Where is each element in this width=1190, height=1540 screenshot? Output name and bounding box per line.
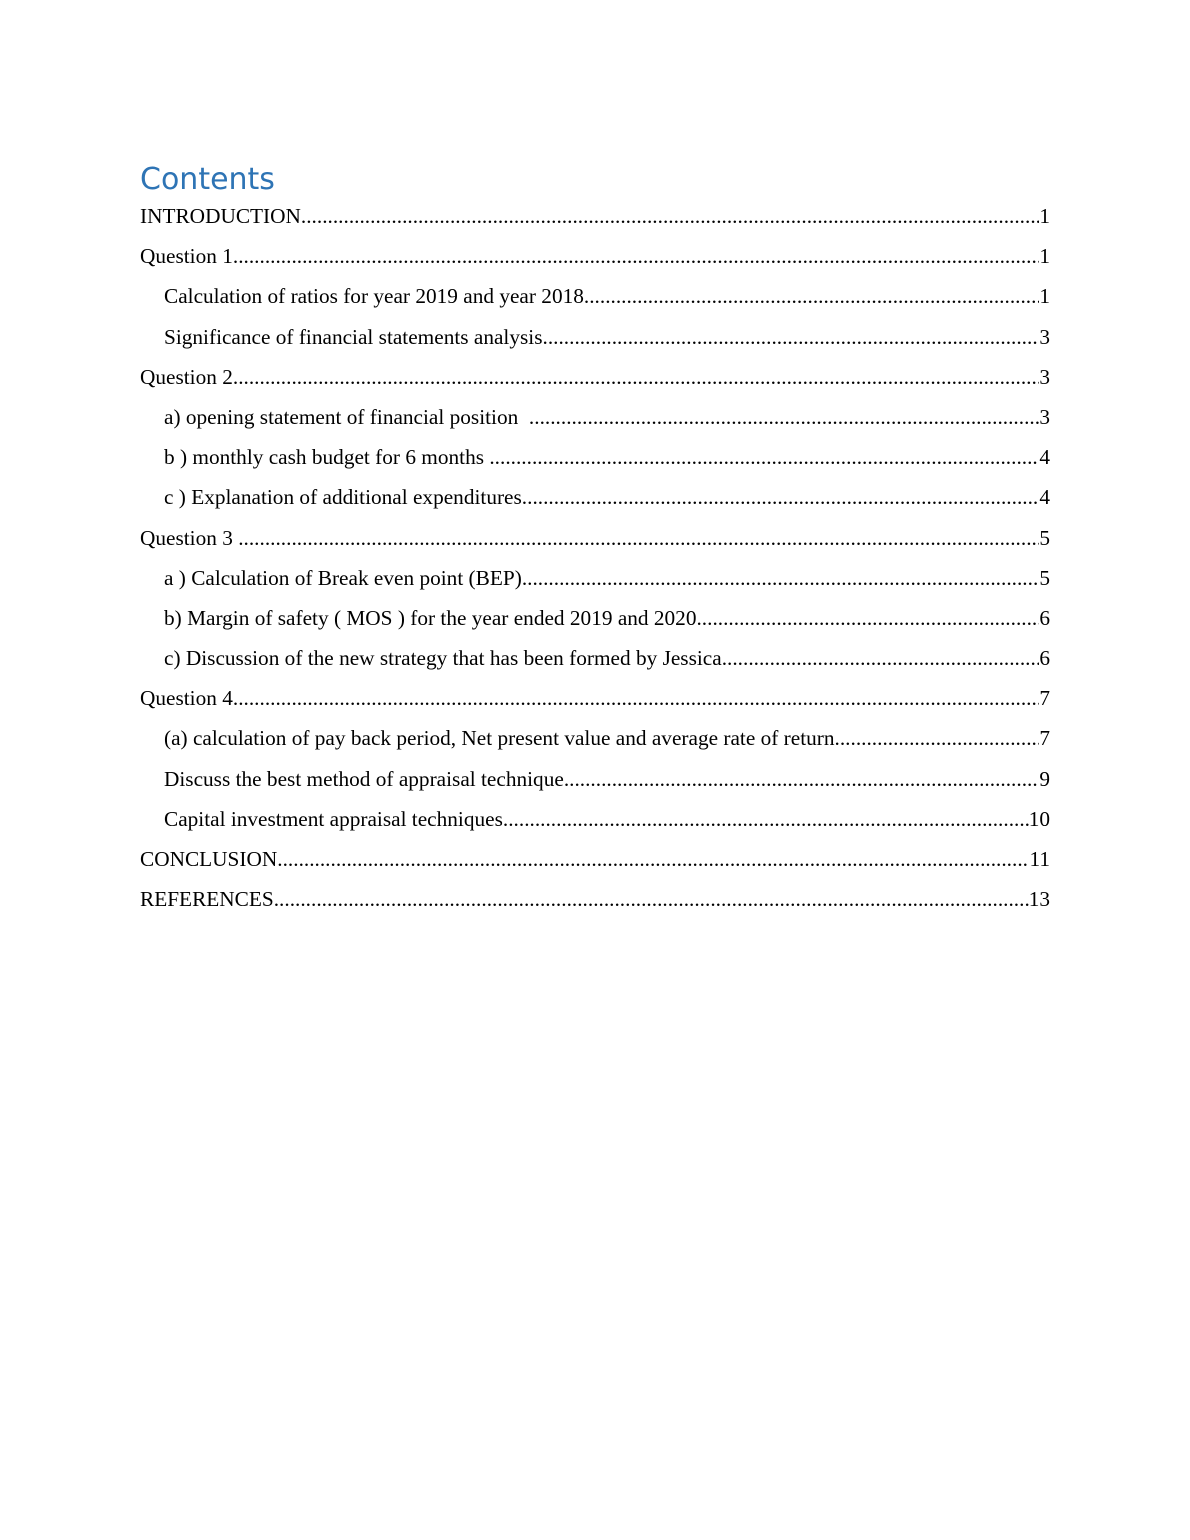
toc-entry-title: Discuss the best method of appraisal technique: [164, 766, 564, 791]
toc-entry-payback-npv-arr[interactable]: [140, 718, 1050, 758]
toc-entry-page: 3: [1039, 324, 1050, 349]
toc-entry-title: b ) monthly cash budget for 6 months: [164, 445, 490, 470]
toc-entry-title: Question 1: [140, 244, 233, 269]
toc-entry-page: 7: [1039, 686, 1050, 711]
dot-leader: [238, 518, 1039, 558]
toc-entry-title: Significance of financial statements analysis: [164, 324, 543, 349]
dot-leader: [522, 558, 1040, 598]
toc-entry-page: 7: [1039, 726, 1050, 751]
toc-entry-page: 10: [1028, 806, 1050, 831]
toc-entry-title: CONCLUSION: [140, 847, 278, 871]
toc-entry-page: 3: [1039, 404, 1050, 429]
toc-entry-title: b) Margin of safety ( MOS ) for the year ended 2019 and 2020: [164, 605, 697, 630]
toc-entry-page: 1: [1039, 244, 1050, 269]
toc-entry-title: Capital investment appraisal techniques: [164, 806, 503, 831]
toc-entry-page: 5: [1039, 525, 1050, 550]
toc-entry-title: a ) Calculation of Break even point (BEP): [164, 565, 522, 590]
dot-leader: [503, 799, 1029, 839]
toc-entry-question-3[interactable]: [140, 518, 1050, 558]
toc-entry-page: 1: [1039, 284, 1050, 309]
toc-entry-question-2[interactable]: [140, 357, 1050, 397]
toc-entry-title: Question 4: [140, 686, 233, 711]
dot-leader: [489, 437, 1039, 477]
toc-entry-additional-expenditures[interactable]: [140, 477, 1050, 517]
toc-entry-significance-of-analysis[interactable]: [140, 317, 1050, 357]
toc-entry-page: 11: [1029, 847, 1050, 871]
toc-entry-title: Calculation of ratios for year 2019 and year 2018: [164, 284, 584, 309]
dot-leader: [277, 839, 1029, 879]
dot-leader: [522, 477, 1040, 517]
toc-entry-page: 1: [1039, 204, 1050, 228]
toc-entry-title: (a) calculation of pay back period, Net present value and average rate of return: [164, 726, 835, 751]
dot-leader: [274, 879, 1029, 919]
toc-entry-title: Question 2: [140, 364, 233, 389]
toc-entry-break-even-point[interactable]: [140, 558, 1050, 598]
toc-entry-title: c) Discussion of the new strategy that has been formed by Jessica: [164, 646, 722, 671]
dot-leader: [529, 397, 1039, 437]
dot-leader: [722, 638, 1040, 678]
toc-entry-page: 4: [1039, 485, 1050, 510]
dot-leader: [543, 317, 1040, 357]
toc-entry-monthly-cash-budget[interactable]: [140, 437, 1050, 477]
toc-entry-margin-of-safety[interactable]: [140, 598, 1050, 638]
toc-entry-opening-statement[interactable]: [140, 397, 1050, 437]
dot-leader: [564, 759, 1040, 799]
toc-entry-page: 6: [1039, 646, 1050, 671]
dot-leader: [584, 276, 1039, 316]
toc-entry-page: 3: [1039, 364, 1050, 389]
toc-entry-question-1[interactable]: [140, 236, 1050, 276]
dot-leader: [835, 718, 1040, 758]
toc-entry-best-appraisal-method[interactable]: [140, 759, 1050, 799]
toc-entry-calculation-of-ratios[interactable]: [140, 276, 1050, 316]
toc-entry-page: 13: [1028, 887, 1050, 912]
toc-entry-title: Question 3: [140, 525, 239, 550]
toc-entry-title: INTRODUCTION: [140, 204, 301, 228]
toc-entry-title: a) opening statement of financial position: [164, 404, 529, 429]
toc-entry-page: 6: [1039, 605, 1050, 630]
toc-entry-title: REFERENCES: [140, 887, 274, 912]
toc-entry-page: 4: [1039, 445, 1050, 470]
toc-entry-page: 9: [1039, 766, 1050, 791]
toc-entry-title: c ) Explanation of additional expenditures: [164, 485, 522, 510]
dot-leader: [696, 598, 1039, 638]
dot-leader: [233, 678, 1039, 718]
toc-heading: Contents: [140, 162, 275, 197]
toc-entry-capital-investment-appraisal[interactable]: [140, 799, 1050, 839]
dot-leader: [301, 196, 1039, 236]
dot-leader: [233, 236, 1039, 276]
toc-entry-introduction[interactable]: [140, 196, 1050, 236]
dot-leader: [233, 357, 1039, 397]
toc-entry-question-4[interactable]: [140, 678, 1050, 718]
toc-entry-new-strategy-discussion[interactable]: [140, 638, 1050, 678]
table-of-contents: [140, 196, 1050, 919]
toc-entry-conclusion[interactable]: [140, 839, 1050, 879]
toc-entry-references[interactable]: [140, 879, 1050, 919]
toc-entry-page: 5: [1039, 565, 1050, 590]
